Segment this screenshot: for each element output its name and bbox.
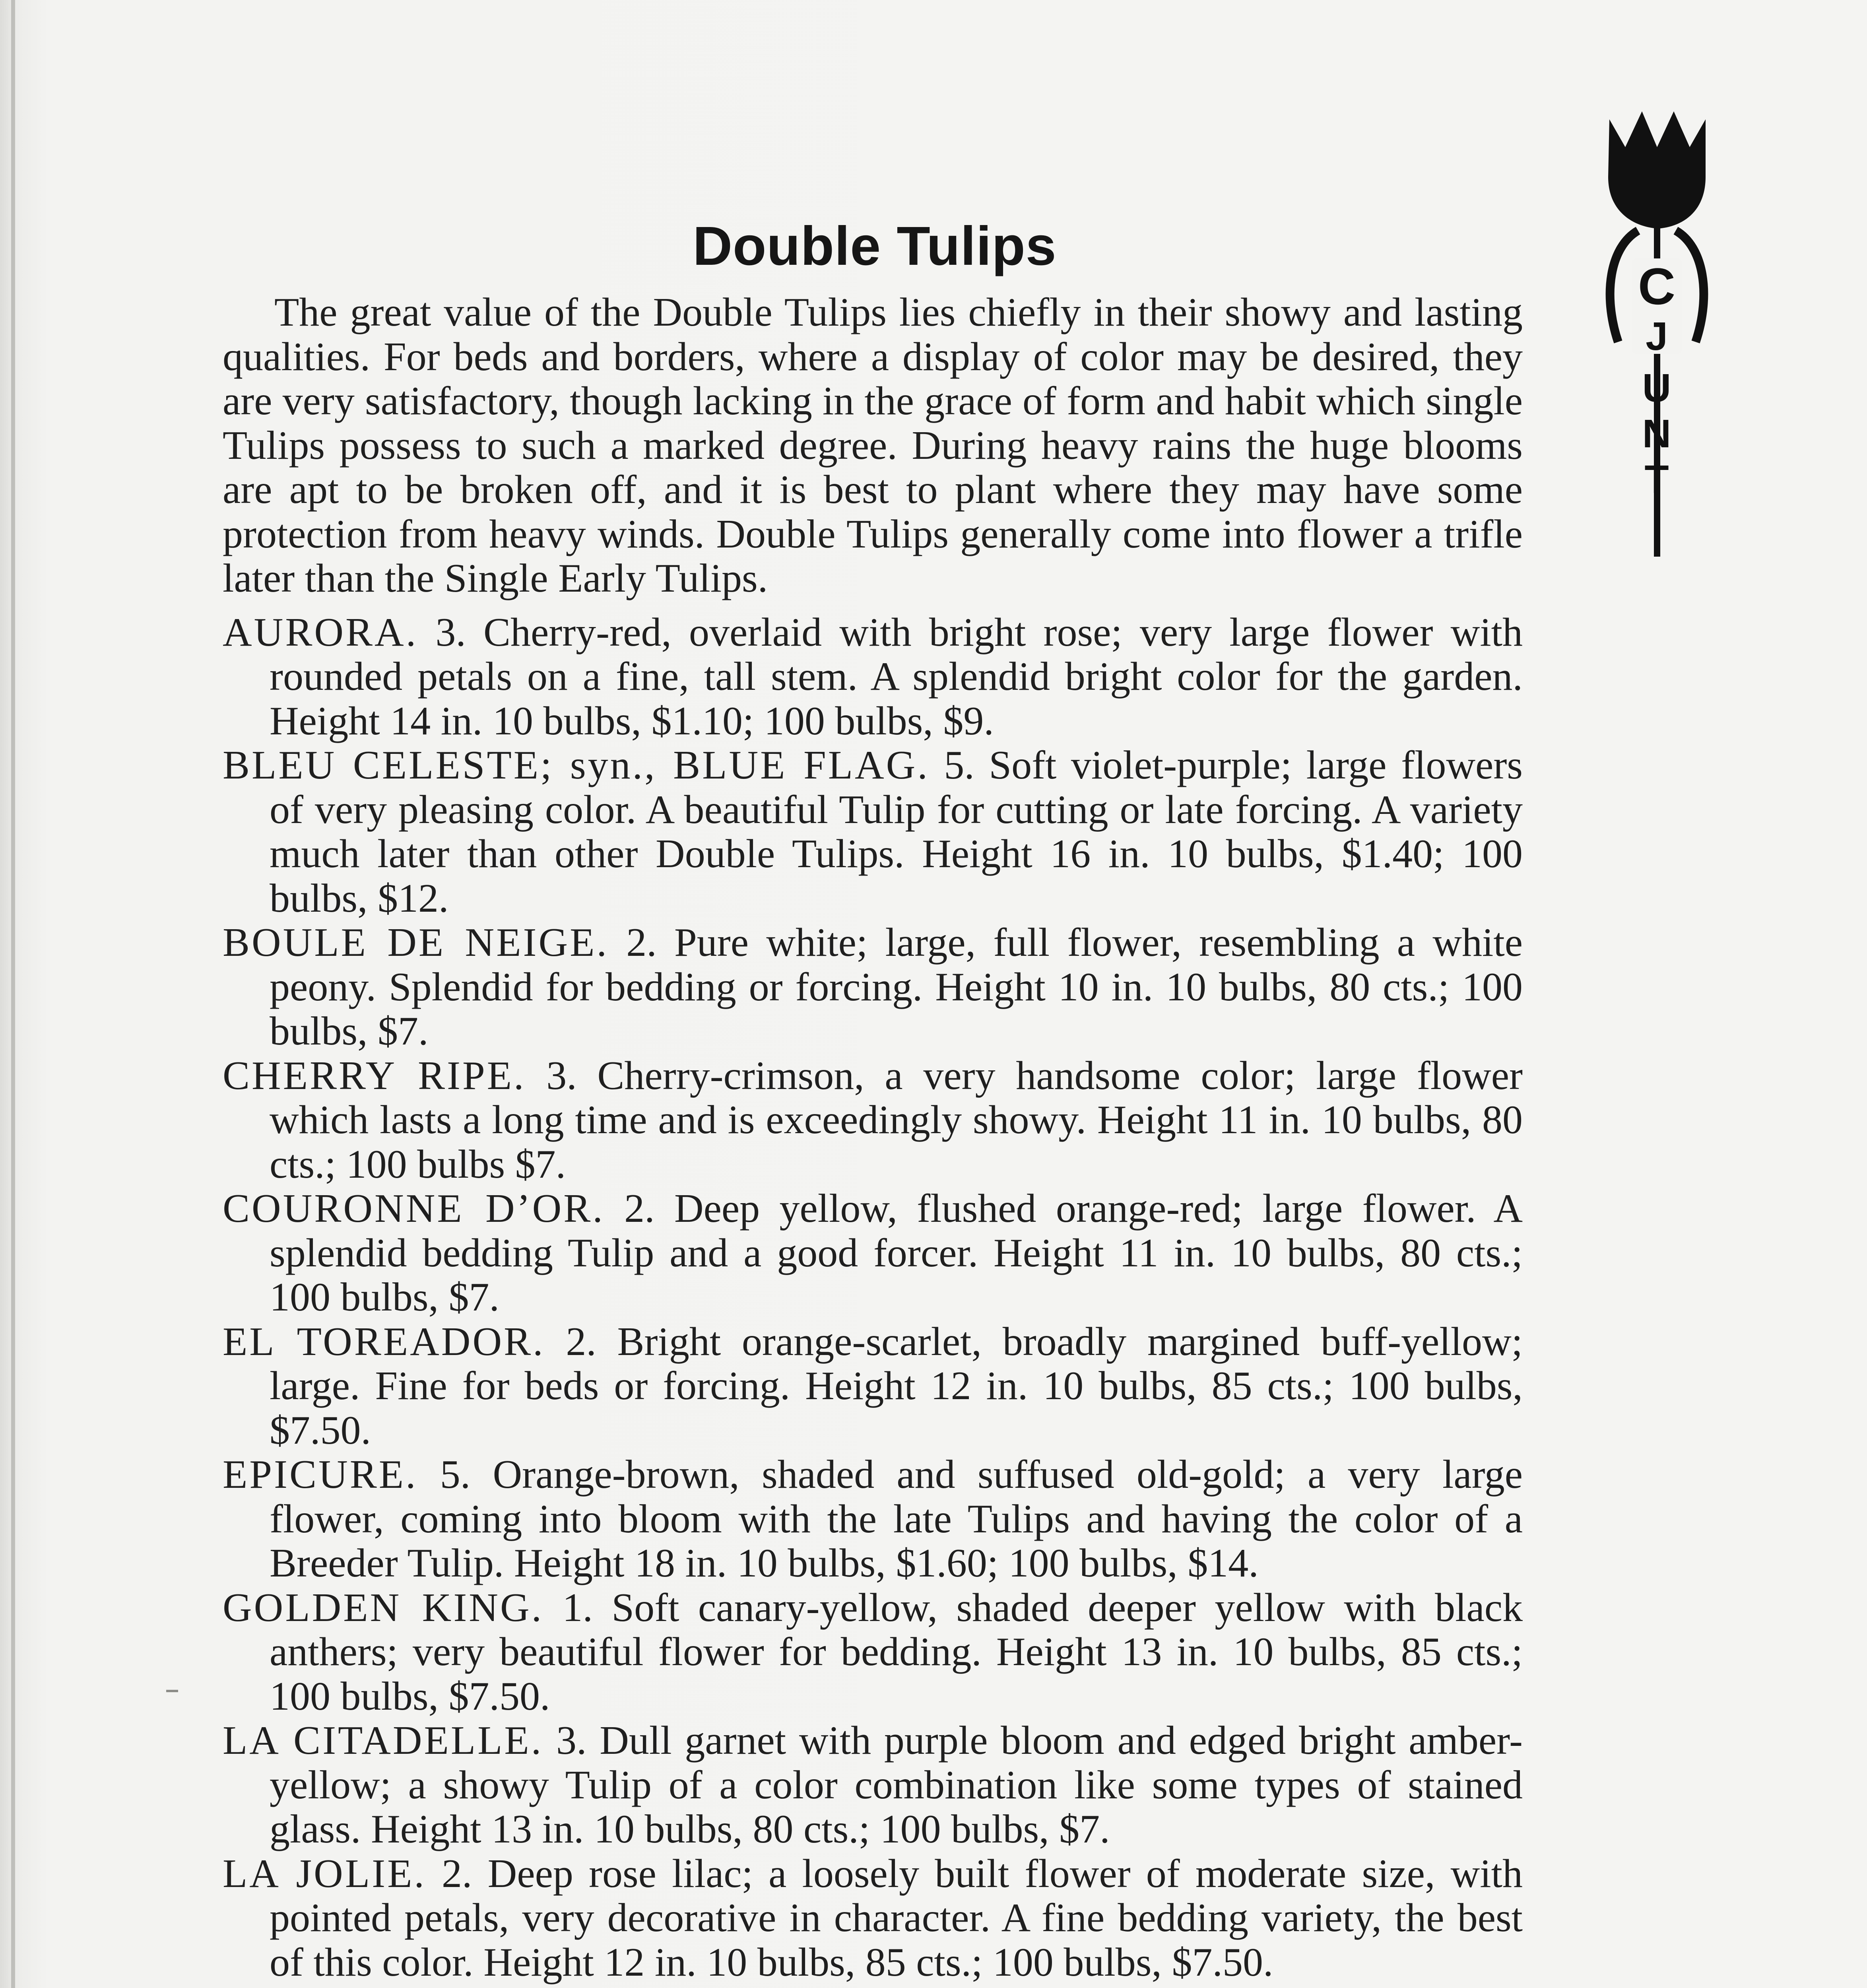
variety-name: AURORA. (223, 610, 418, 655)
variety-description: 2. Pure white; large, full flower, resembling a white peony. Splendid for bedding or forcing. Height 10 in. 10 bulbs, 80 cts.; 100 bulbs, $7. (270, 920, 1523, 1054)
tulip-entry-cherry-ripe (223, 1054, 1523, 1187)
variety-name: LA JOLIE. (223, 1851, 426, 1896)
variety-description: 2. Bright orange-scarlet, broadly margined buff-yellow; large. Fine for beds or forcing. Height 12 in. 10 bulbs, 85 cts.; 100 bulbs, $7.50. (270, 1319, 1523, 1453)
variety-description: 3. Cherry-crimson, a very handsome color; large flower which lasts a long time and is exceedingly showy. Height 11 in. 10 bulbs, 80 cts.; 100 bulbs $7. (270, 1053, 1523, 1187)
binding-edge (11, 0, 15, 1988)
intro-paragraph: The great value of the Double Tulips lies chiefly in their showy and lasting qualities. For beds and borders, where a display of color may be desired, they are very satisfactory, though lacking in the grace of form and habit which single Tulips possess to such a marked degree. During heavy rains the huge blooms are apt to be broken off, and it is best to plant where they may have some protection from heavy winds. Double Tulips generally come into flower a trifle later than the Single Early Tulips. (223, 290, 1523, 601)
tulip-entry-la-citadelle (223, 1718, 1523, 1852)
tulip-entry-golden-king (223, 1586, 1523, 1719)
tulip-emblem-icon (1590, 87, 1721, 565)
variety-description: 3. Cherry-red, overlaid with bright rose; very large flower with rounded petals on a fine, tall stem. A splendid bright color for the garden. Height 14 in. 10 bulbs, $1.10; 100 bulbs, $9. (270, 610, 1523, 744)
variety-description: 2. Deep yellow, flushed orange-red; large flower. A splendid bedding Tulip and a good forcer. Height 11 in. 10 bulbs, 80 cts.; 100 bulbs, $7. (270, 1186, 1523, 1320)
emblem-letter-c: C (1638, 257, 1675, 315)
tulip-entry-epicure (223, 1452, 1523, 1586)
variety-description: 5. Orange-brown, shaded and suffused old-gold; a very large flower, coming into bloom with the late Tulips and having the color of a Breeder Tulip. Height 18 in. 10 bulbs, $1.60; 100 bulbs, $14. (270, 1452, 1523, 1586)
variety-name: COURONNE D’OR. (223, 1186, 605, 1231)
variety-description: 5. Soft violet-purple; large flowers of very pleasing color. A beautiful Tulip for cutting or late forcing. A variety much later than other Double Tulips. Height 16 in. 10 bulbs, $1.40; 100 bulbs, $12. (270, 743, 1523, 921)
variety-name: EPICURE. (223, 1452, 418, 1497)
emblem-letter-j: J (1646, 314, 1668, 359)
tulip-entry-el-toreador (223, 1320, 1523, 1453)
variety-name: CHERRY RIPE. (223, 1053, 526, 1098)
page-title: Double Tulips (693, 215, 1057, 277)
variety-name: EL TOREADOR. (223, 1319, 545, 1364)
emblem-letter-n: N (1642, 412, 1671, 456)
variety-name: LA CITADELLE. (223, 1718, 543, 1763)
tulip-entry-aurora (223, 610, 1523, 744)
tulip-entry-couronne-dor (223, 1186, 1523, 1320)
emblem-letter-u: U (1642, 366, 1671, 410)
variety-name: GOLDEN KING. (223, 1585, 544, 1630)
variety-description: 1. Soft canary-yellow, shaded deeper yellow with black anthers; very beautiful flower for bedding. Height 13 in. 10 bulbs, 85 cts.; 100 bulbs, $7.50. (270, 1585, 1523, 1719)
emblem-letter-t: T (1644, 457, 1669, 502)
tulip-entry-boule-de-neige (223, 920, 1523, 1054)
variety-name: BOULE DE NEIGE. (223, 920, 609, 965)
variety-description: 2. Deep rose lilac; a loosely built flower of moderate size, with pointed petals, very decorative in character. A fine bedding variety, the best of this color. Height 12 in. 10 bulbs, 85 cts.; 100 bulbs, $7.50. (270, 1851, 1523, 1985)
tulip-entry-bleu-celeste (223, 743, 1523, 920)
edge-mark (166, 1690, 178, 1692)
catalog-text (223, 290, 1523, 1984)
tulip-entry-la-jolie (223, 1852, 1523, 1985)
variety-description: 3. Dull garnet with purple bloom and edged bright amber-yellow; a showy Tulip of a color combination like some types of stained glass. Height 13 in. 10 bulbs, 80 cts.; 100 bulbs, $7. (270, 1718, 1523, 1852)
variety-name: BLEU CELESTE; syn., BLUE FLAG. (223, 743, 930, 788)
